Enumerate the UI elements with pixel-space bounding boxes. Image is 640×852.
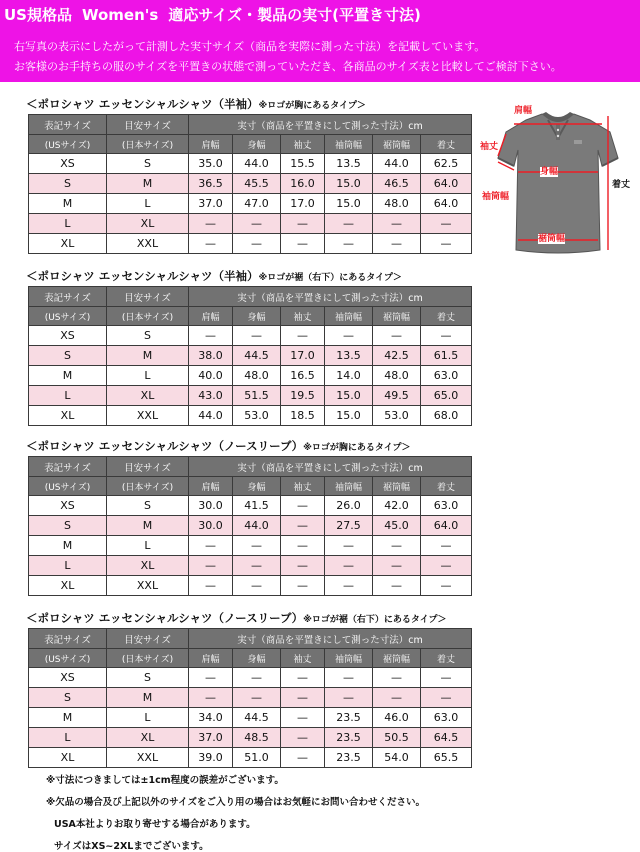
header-column: 袖筒幅	[325, 649, 373, 668]
measurement-cell: 14.0	[325, 366, 373, 386]
diagram-label-body-width: 身幅	[540, 167, 559, 177]
measurement-cell: 51.5	[233, 386, 281, 406]
measurement-cell: —	[281, 708, 325, 728]
section-title-note: ※ロゴが胸にあるタイプ＞	[303, 443, 411, 453]
measurement-cell: —	[189, 668, 233, 688]
jp-size-cell: XXL	[107, 748, 189, 768]
measurement-cell: —	[281, 214, 325, 234]
jp-size-cell: S	[107, 668, 189, 688]
measurement-cell: 15.0	[325, 406, 373, 426]
diagram-label-sleeve-length: 袖丈	[480, 142, 499, 152]
measurement-cell: —	[233, 214, 281, 234]
measurement-cell: 53.0	[373, 406, 421, 426]
measurement-cell: —	[281, 728, 325, 748]
measurement-cell: 37.0	[189, 194, 233, 214]
measurement-cell: 48.0	[373, 366, 421, 386]
measurement-cell: 44.0	[373, 154, 421, 174]
us-size-cell: S	[29, 346, 107, 366]
table-header-row	[29, 307, 472, 326]
jp-size-cell: L	[107, 194, 189, 214]
diagram-label-length: 着丈	[612, 180, 631, 190]
measurement-cell: 50.5	[373, 728, 421, 748]
measurement-cell: 65.5	[421, 748, 472, 768]
measurement-cell: —	[189, 576, 233, 596]
footnote-2: ※欠品の場合及び上記以外のサイズをご入り用の場合はお気軽にお問い合わせください。	[46, 797, 425, 808]
measurement-cell: 63.0	[421, 708, 472, 728]
section-title	[26, 268, 402, 284]
measurement-cell: —	[325, 668, 373, 688]
header-column: 裾筒幅	[373, 307, 421, 326]
section-title-text: ＜ポロシャツ エッセンシャルシャツ（半袖）	[26, 97, 259, 111]
section-title	[26, 610, 446, 626]
jp-size-cell: XL	[107, 728, 189, 748]
header-us-size-sub: (USサイズ)	[29, 477, 107, 496]
measurement-cell: —	[325, 234, 373, 254]
measurement-cell: —	[189, 536, 233, 556]
measurement-cell: —	[373, 668, 421, 688]
measurement-cell: —	[421, 688, 472, 708]
measurement-cell: —	[373, 536, 421, 556]
header-jp-size-sub: (日本サイズ)	[107, 649, 189, 668]
diagram-label-shoulder: 肩幅	[514, 106, 533, 116]
header-column: 裾筒幅	[373, 135, 421, 154]
measurement-cell: 17.0	[281, 346, 325, 366]
measurement-cell: 23.5	[325, 728, 373, 748]
size-table	[28, 114, 472, 254]
header-column: 袖筒幅	[325, 477, 373, 496]
measurement-cell: —	[281, 496, 325, 516]
us-size-cell: XL	[29, 748, 107, 768]
table-row	[29, 668, 472, 688]
measurement-cell: —	[421, 234, 472, 254]
measurement-cell: 15.0	[325, 386, 373, 406]
header-actual-measurements: 実寸（商品を平置きにして測った寸法）cm	[189, 457, 472, 477]
jp-size-cell: L	[107, 366, 189, 386]
measurement-cell: 17.0	[281, 194, 325, 214]
measurement-cell: 35.0	[189, 154, 233, 174]
measurement-cell: —	[233, 326, 281, 346]
measurement-cell: 34.0	[189, 708, 233, 728]
footnote-1: ※寸法につきましては±1cm程度の誤差がございます。	[46, 775, 284, 786]
measurement-cell: 30.0	[189, 516, 233, 536]
jp-size-cell: S	[107, 496, 189, 516]
measurement-cell: 23.5	[325, 748, 373, 768]
measurement-cell: 62.5	[421, 154, 472, 174]
measurement-cell: —	[325, 688, 373, 708]
header-column: 肩幅	[189, 649, 233, 668]
measurement-cell: —	[325, 214, 373, 234]
measurement-cell: 16.5	[281, 366, 325, 386]
header-column: 着丈	[421, 307, 472, 326]
header-column: 身幅	[233, 135, 281, 154]
measurement-cell: —	[281, 556, 325, 576]
measurement-cell: —	[189, 214, 233, 234]
measurement-cell: —	[373, 688, 421, 708]
diagram-label-hem-width: 裾筒幅	[538, 234, 566, 244]
table-row	[29, 214, 472, 234]
us-size-cell: XS	[29, 496, 107, 516]
table-row	[29, 346, 472, 366]
measurement-cell: —	[373, 326, 421, 346]
measurement-cell: 46.5	[373, 174, 421, 194]
measurement-cell: —	[373, 234, 421, 254]
header-us-size: 表記サイズ	[29, 457, 107, 477]
header-us-size-sub: (USサイズ)	[29, 135, 107, 154]
table-row	[29, 708, 472, 728]
measurement-cell: 15.0	[325, 174, 373, 194]
measurement-cell: 48.0	[373, 194, 421, 214]
measurement-cell: —	[189, 688, 233, 708]
section-title-note: ※ロゴが胸にあるタイプ＞	[258, 101, 366, 111]
us-size-cell: S	[29, 174, 107, 194]
header-column: 裾筒幅	[373, 477, 421, 496]
us-size-cell: S	[29, 516, 107, 536]
header-column: 着丈	[421, 135, 472, 154]
measurement-cell: —	[281, 536, 325, 556]
measurement-cell: —	[421, 326, 472, 346]
header-column: 袖丈	[281, 307, 325, 326]
measurement-cell: —	[421, 214, 472, 234]
us-size-cell: M	[29, 366, 107, 386]
measurement-cell: 64.0	[421, 516, 472, 536]
measurement-cell: 37.0	[189, 728, 233, 748]
us-size-cell: M	[29, 536, 107, 556]
measurement-cell: —	[281, 516, 325, 536]
measurement-cell: 45.0	[373, 516, 421, 536]
header-jp-size: 目安サイズ	[107, 629, 189, 649]
jp-size-cell: S	[107, 326, 189, 346]
table-header-row	[29, 135, 472, 154]
table-header-row	[29, 649, 472, 668]
header-us-size-sub: (USサイズ)	[29, 307, 107, 326]
header-column: 身幅	[233, 477, 281, 496]
measurement-cell: 39.0	[189, 748, 233, 768]
measurement-cell: —	[233, 668, 281, 688]
measurement-cell: 44.0	[189, 406, 233, 426]
measurement-cell: —	[325, 556, 373, 576]
section-title-note: ※ロゴが裾（右下）にあるタイプ＞	[303, 615, 447, 625]
measurement-cell: —	[373, 556, 421, 576]
header-column: 肩幅	[189, 307, 233, 326]
section-title-text: ＜ポロシャツ エッセンシャルシャツ（ノースリーブ）	[26, 611, 304, 625]
measurement-cell: 54.0	[373, 748, 421, 768]
header-us-size: 表記サイズ	[29, 115, 107, 135]
measurement-cell: 44.5	[233, 708, 281, 728]
section-title-text: ＜ポロシャツ エッセンシャルシャツ（半袖）	[26, 269, 259, 283]
measurement-cell: 68.0	[421, 406, 472, 426]
table-row	[29, 728, 472, 748]
measurement-cell: 23.5	[325, 708, 373, 728]
table-row	[29, 366, 472, 386]
header-column: 肩幅	[189, 477, 233, 496]
measurement-cell: —	[281, 234, 325, 254]
measurement-cell: —	[421, 576, 472, 596]
header-jp-size-sub: (日本サイズ)	[107, 135, 189, 154]
footnotes	[46, 774, 425, 852]
table-row	[29, 386, 472, 406]
measurement-cell: 63.0	[421, 366, 472, 386]
us-size-cell: L	[29, 556, 107, 576]
header-column: 袖丈	[281, 649, 325, 668]
measurement-cell: 45.5	[233, 174, 281, 194]
header-banner	[0, 0, 640, 82]
measurement-cell: 44.5	[233, 346, 281, 366]
measurement-cell: 19.5	[281, 386, 325, 406]
jp-size-cell: M	[107, 346, 189, 366]
header-column: 身幅	[233, 307, 281, 326]
banner-description-2: お客様のお手持ちの服のサイズを平置きの状態で測っていただき、各商品のサイズ表と比較してご検討下さい。	[14, 60, 562, 73]
measurement-cell: —	[233, 576, 281, 596]
measurement-cell: 41.5	[233, 496, 281, 516]
measurement-cell: —	[189, 234, 233, 254]
size-table	[28, 456, 472, 596]
measurement-cell: —	[233, 536, 281, 556]
measurement-cell: 49.5	[373, 386, 421, 406]
footnote-3: USA本社よりお取り寄せする場合があります。	[54, 819, 256, 830]
table-row	[29, 688, 472, 708]
header-column: 袖丈	[281, 477, 325, 496]
jp-size-cell: XXL	[107, 406, 189, 426]
table-header-row	[29, 457, 472, 477]
measurement-cell: 42.0	[373, 496, 421, 516]
size-table	[28, 286, 472, 426]
banner-description-1: 右写真の表示にしたがって計測した実寸サイズ（商品を実際に測った寸法）を記載しています。	[14, 40, 486, 53]
table-row	[29, 406, 472, 426]
jp-size-cell: M	[107, 174, 189, 194]
table-row	[29, 576, 472, 596]
jp-size-cell: L	[107, 536, 189, 556]
table-row	[29, 174, 472, 194]
measurement-cell: —	[233, 556, 281, 576]
banner-title-part1: US規格品	[4, 6, 72, 24]
us-size-cell: XS	[29, 326, 107, 346]
measurement-cell: 64.5	[421, 728, 472, 748]
measurement-cell: 15.5	[281, 154, 325, 174]
table-row	[29, 496, 472, 516]
measurement-cell: 26.0	[325, 496, 373, 516]
us-size-cell: M	[29, 194, 107, 214]
shirt-diagram	[478, 100, 638, 260]
measurement-cell: —	[421, 536, 472, 556]
measurement-cell: —	[281, 326, 325, 346]
measurement-cell: 15.0	[325, 194, 373, 214]
header-column: 身幅	[233, 649, 281, 668]
table-row	[29, 748, 472, 768]
jp-size-cell: M	[107, 516, 189, 536]
section-title	[26, 438, 410, 454]
measurement-cell: 64.0	[421, 194, 472, 214]
measurement-cell: —	[189, 556, 233, 576]
measurement-cell: 47.0	[233, 194, 281, 214]
table-row	[29, 194, 472, 214]
measurement-cell: 13.5	[325, 154, 373, 174]
header-jp-size-sub: (日本サイズ)	[107, 477, 189, 496]
measurement-cell: 48.5	[233, 728, 281, 748]
measurement-cell: —	[281, 688, 325, 708]
footnote-4: サイズはXS~2XLまでございます。	[54, 841, 209, 852]
measurement-cell: 13.5	[325, 346, 373, 366]
measurement-cell: 36.5	[189, 174, 233, 194]
section-title-text: ＜ポロシャツ エッセンシャルシャツ（ノースリーブ）	[26, 439, 304, 453]
us-size-cell: XS	[29, 154, 107, 174]
measurement-cell: —	[325, 576, 373, 596]
measurement-cell: 44.0	[233, 516, 281, 536]
section-title-note: ※ロゴが裾（右下）にあるタイプ＞	[258, 273, 402, 283]
jp-size-cell: XL	[107, 386, 189, 406]
measurement-cell: 42.5	[373, 346, 421, 366]
measurement-cell: 27.5	[325, 516, 373, 536]
measurement-cell: —	[281, 576, 325, 596]
header-column: 裾筒幅	[373, 649, 421, 668]
section-title	[26, 96, 366, 112]
jp-size-cell: S	[107, 154, 189, 174]
measurement-cell: —	[233, 234, 281, 254]
table-row	[29, 154, 472, 174]
header-actual-measurements: 実寸（商品を平置きにして測った寸法）cm	[189, 287, 472, 307]
measurement-cell: —	[373, 576, 421, 596]
table-header-row	[29, 629, 472, 649]
table-row	[29, 556, 472, 576]
us-size-cell: L	[29, 214, 107, 234]
banner-title-part2: Women's	[81, 6, 159, 24]
us-size-cell: XS	[29, 668, 107, 688]
jp-size-cell: XL	[107, 214, 189, 234]
header-jp-size-sub: (日本サイズ)	[107, 307, 189, 326]
size-table	[28, 628, 472, 768]
header-column: 着丈	[421, 649, 472, 668]
header-us-size-sub: (USサイズ)	[29, 649, 107, 668]
measurement-cell: —	[325, 326, 373, 346]
table-row	[29, 326, 472, 346]
measurement-cell: 16.0	[281, 174, 325, 194]
jp-size-cell: XL	[107, 556, 189, 576]
table-row	[29, 516, 472, 536]
us-size-cell: L	[29, 386, 107, 406]
measurement-cell: 46.0	[373, 708, 421, 728]
header-actual-measurements: 実寸（商品を平置きにして測った寸法）cm	[189, 629, 472, 649]
measurement-cell: 40.0	[189, 366, 233, 386]
measurement-cell: —	[189, 326, 233, 346]
measurement-cell: 53.0	[233, 406, 281, 426]
header-jp-size: 目安サイズ	[107, 457, 189, 477]
us-size-cell: M	[29, 708, 107, 728]
measurement-cell: 63.0	[421, 496, 472, 516]
header-column: 袖筒幅	[325, 307, 373, 326]
measurement-cell: 43.0	[189, 386, 233, 406]
table-header-row	[29, 477, 472, 496]
banner-title	[4, 4, 421, 25]
header-column: 袖筒幅	[325, 135, 373, 154]
header-column: 袖丈	[281, 135, 325, 154]
us-size-cell: S	[29, 688, 107, 708]
jp-size-cell: XXL	[107, 576, 189, 596]
measurement-cell: —	[373, 214, 421, 234]
header-actual-measurements: 実寸（商品を平置きにして測った寸法）cm	[189, 115, 472, 135]
measurement-cell: 48.0	[233, 366, 281, 386]
measurement-cell: —	[325, 536, 373, 556]
measurement-cell: —	[233, 688, 281, 708]
measurement-cell: 38.0	[189, 346, 233, 366]
measurement-cell: 61.5	[421, 346, 472, 366]
header-jp-size: 目安サイズ	[107, 287, 189, 307]
measurement-cell: 44.0	[233, 154, 281, 174]
us-size-cell: L	[29, 728, 107, 748]
table-header-row	[29, 287, 472, 307]
measurement-cell: —	[421, 556, 472, 576]
measurement-cell: —	[421, 668, 472, 688]
measurement-cell: 18.5	[281, 406, 325, 426]
jp-size-cell: L	[107, 708, 189, 728]
table-header-row	[29, 115, 472, 135]
header-column: 肩幅	[189, 135, 233, 154]
header-us-size: 表記サイズ	[29, 629, 107, 649]
diagram-label-sleeve-width: 袖筒幅	[482, 192, 510, 202]
banner-title-part3: 適応サイズ・製品の実寸(平置き寸法)	[168, 6, 421, 24]
measurement-cell: 30.0	[189, 496, 233, 516]
measurement-cell: 65.0	[421, 386, 472, 406]
table-row	[29, 234, 472, 254]
measurement-cell: 51.0	[233, 748, 281, 768]
us-size-cell: XL	[29, 406, 107, 426]
us-size-cell: XL	[29, 234, 107, 254]
us-size-cell: XL	[29, 576, 107, 596]
measurement-cell: —	[281, 668, 325, 688]
header-us-size: 表記サイズ	[29, 287, 107, 307]
measurement-cell: 64.0	[421, 174, 472, 194]
header-jp-size: 目安サイズ	[107, 115, 189, 135]
header-column: 着丈	[421, 477, 472, 496]
measurement-cell: —	[281, 748, 325, 768]
jp-size-cell: XXL	[107, 234, 189, 254]
jp-size-cell: M	[107, 688, 189, 708]
table-row	[29, 536, 472, 556]
